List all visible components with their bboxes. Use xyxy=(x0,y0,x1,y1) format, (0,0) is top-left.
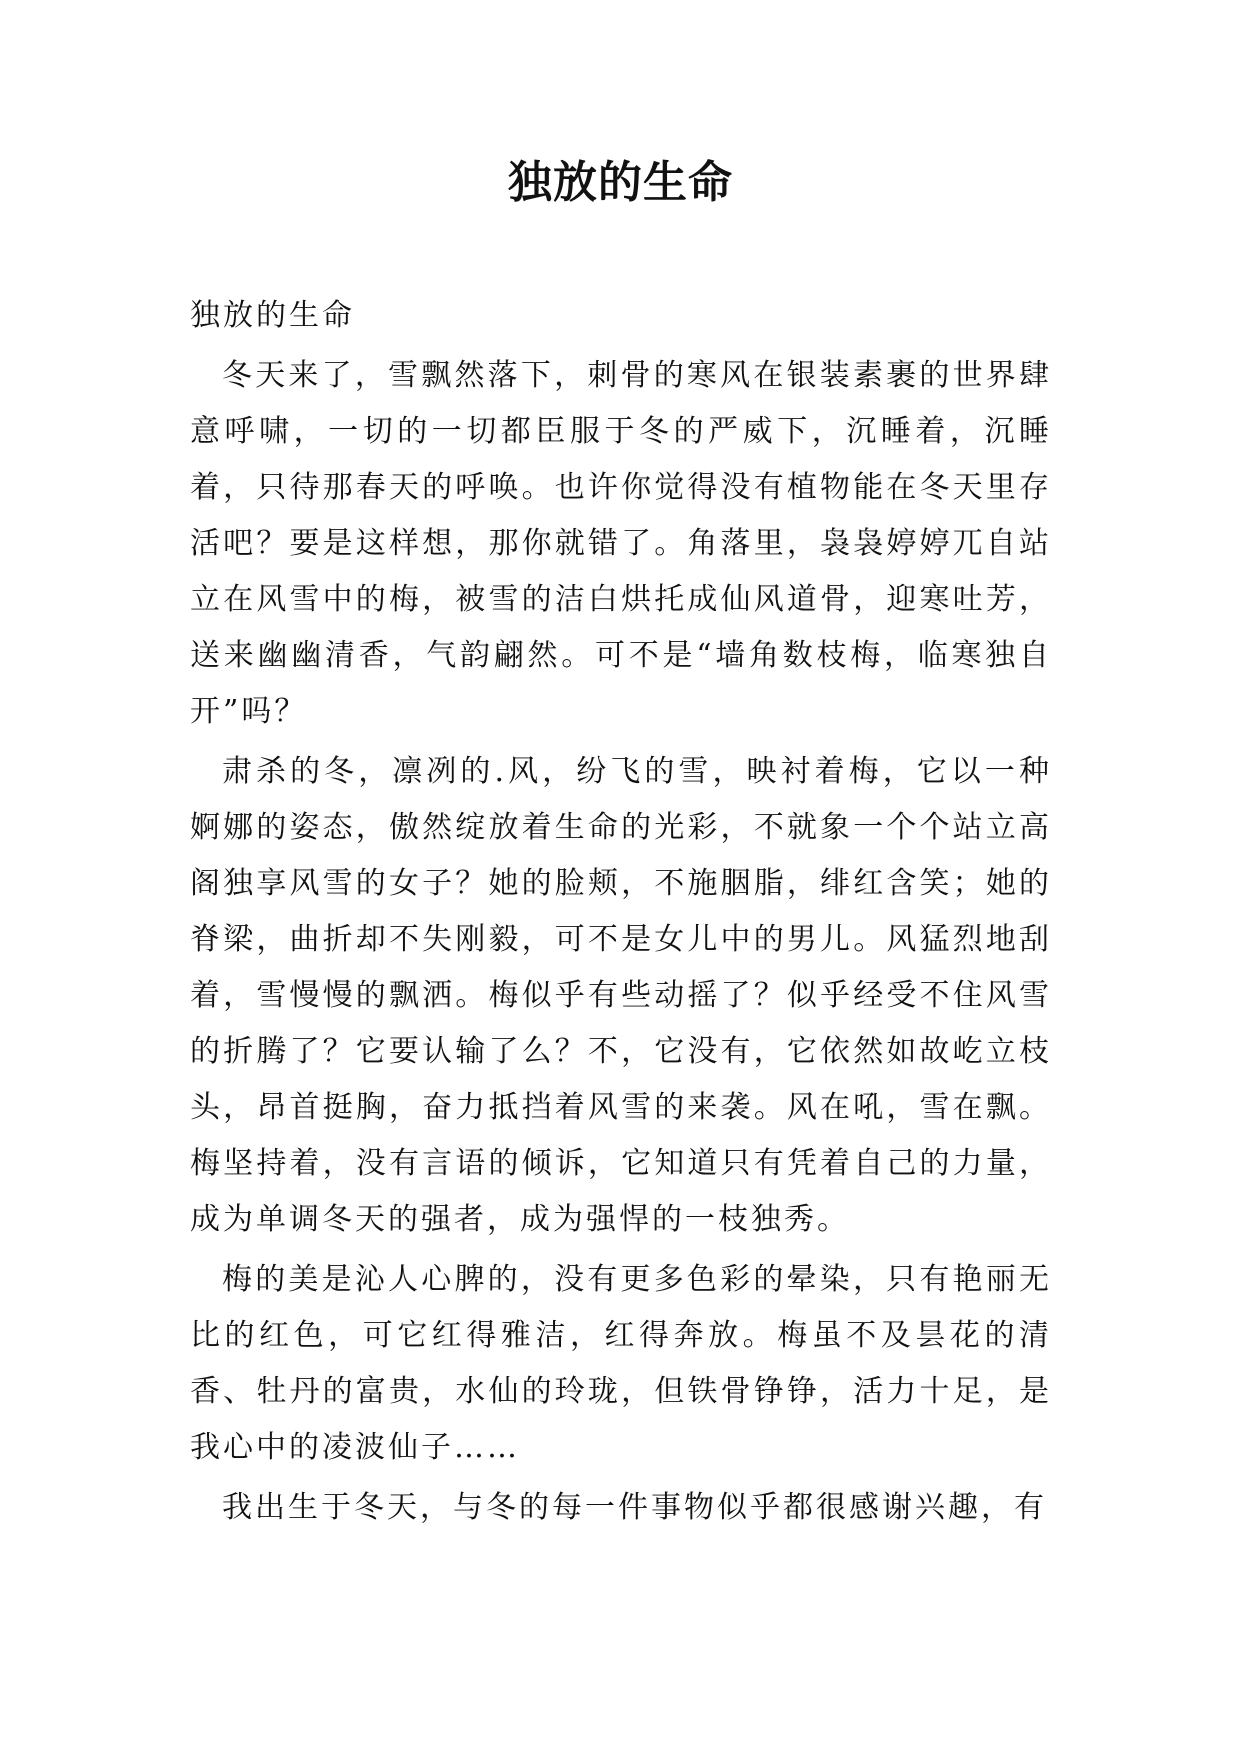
document-title: 独放的生命 xyxy=(508,157,733,208)
body-subtitle-paragraph: 独放的生命 xyxy=(190,298,355,333)
body-paragraph: 肃杀的冬，凛冽的.风，纷飞的雪，映衬着梅，它以一种婀娜的姿态，傲然绽放着生命的光彩，不就象一个个站立高阁独享风雪的女子？她的脸颊，不施胭脂，绯红含笑；她的脊梁，曲折却不失刚毅，可不是女儿中的男儿。风猛烈地刮着，雪慢慢的飘洒。梅似乎有些动摇了？似乎经受不住风雪的折腾了？它要认输了么？不，它没有，它依然如故屹立枝头，昂首挺胸，奋力抵挡着风雪的来袭。风在吼，雪在飘。梅坚持着，没有言语的倾诉，它知道只有凭着自己的力量，成为单调冬天的强者，成为强悍的一枝独秀。 xyxy=(190,754,1052,1237)
document-body xyxy=(190,288,1052,1540)
body-paragraph: 冬天来了，雪飘然落下，刺骨的寒风在银装素裹的世界肆意呼啸，一切的一切都臣服于冬的严威下，沉睡着，沉睡着，只待那春天的呼唤。也许你觉得没有植物能在冬天里存活吧？要是这样想，那你就错了。角落里，袅袅婷婷兀自站立在风雪中的梅，被雪的洁白烘托成仙风道骨，迎寒吐芳，送来幽幽清香，气韵翩然。可不是“墙角数枝梅，临寒独自开”吗？ xyxy=(190,358,1052,729)
body-paragraph: 我出生于冬天，与冬的每一件事物似乎都很感谢兴趣，有 xyxy=(222,1490,1047,1525)
body-paragraph: 梅的美是沁人心脾的，没有更多色彩的晕染，只有艳丽无比的红色，可它红得雅洁，红得奔放。梅虽不及昙花的清香、牡丹的富贵，水仙的玲珑，但铁骨铮铮，活力十足，是我心中的凌波仙子…… xyxy=(190,1262,1052,1465)
